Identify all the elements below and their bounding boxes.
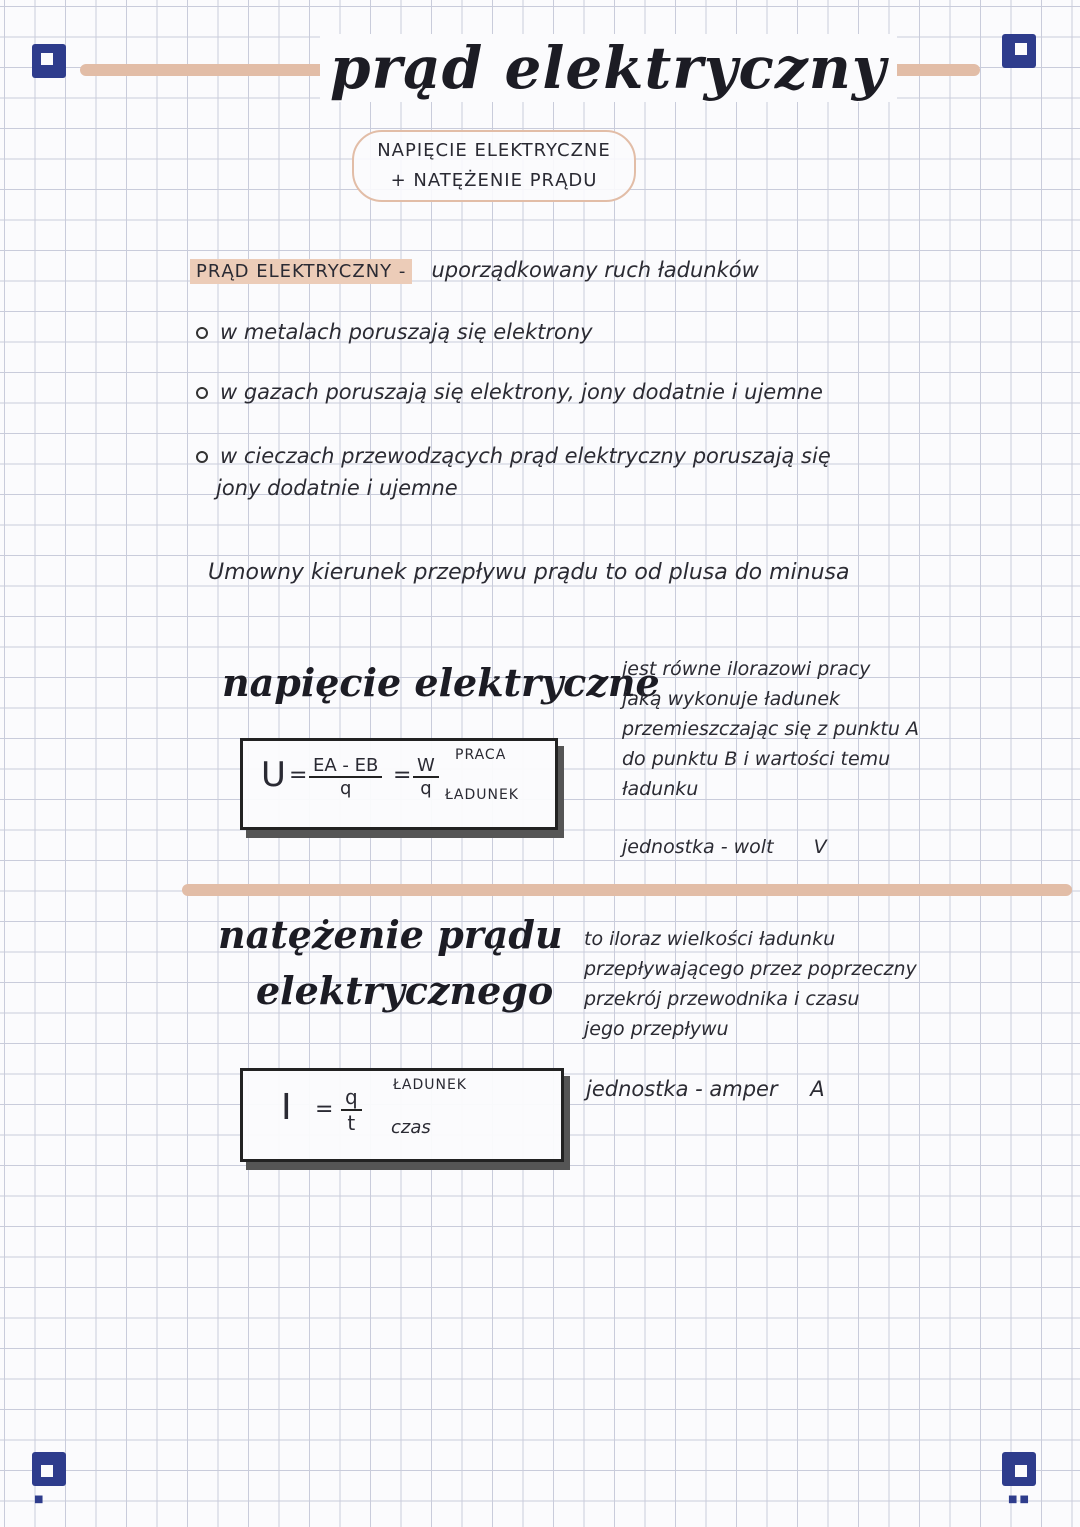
voltage-label-charge: ŁADUNEK [445, 787, 519, 803]
voltage-fraction-work-numerator: W [413, 755, 439, 778]
current-fraction [341, 1085, 362, 1135]
corner-dots-bottom-right: ■■ [1008, 1494, 1031, 1505]
corner-marker-top-right [1002, 34, 1036, 68]
voltage-fraction-work [413, 755, 439, 799]
corner-marker-bottom-left [32, 1452, 66, 1486]
current-description [584, 924, 917, 1044]
voltage-description-line: ładunku [622, 778, 699, 800]
voltage-fraction-energy-denominator: q [339, 778, 352, 799]
current-heading-line-1: natężenie prądu [218, 912, 563, 957]
definition-term: PRĄD ELEKTRYCZNY - [190, 259, 412, 284]
voltage-description-line: jest równe ilorazowi pracy [622, 658, 871, 680]
voltage-formula-lhs: U [261, 755, 286, 795]
current-description-line: przepływającego przez poprzeczny [584, 958, 917, 980]
voltage-fraction-energy [309, 755, 382, 799]
voltage-formula-eq2: = [393, 763, 412, 788]
corner-marker-top-left [32, 44, 66, 78]
current-unit-row [586, 1074, 825, 1104]
current-unit: jednostka - amper [586, 1077, 778, 1101]
current-fraction-numerator: q [341, 1085, 362, 1111]
current-description-line: przekrój przewodnika i czasu [584, 988, 860, 1010]
voltage-label-work: PRACA [455, 747, 507, 763]
corner-marker-bottom-right [1002, 1452, 1036, 1486]
current-fraction-denominator: t [347, 1111, 356, 1135]
current-unit-symbol: A [810, 1077, 825, 1101]
voltage-description-line: jaką wykonuje ładunek [622, 688, 841, 710]
current-description-line: jego przepływu [584, 1018, 729, 1040]
current-direction-note: Umowny kierunek przepływu prądu to od plusa do minusa [208, 560, 850, 585]
current-heading-line-2: elektrycznego [256, 968, 554, 1013]
bullet-metals: w metalach poruszają się elektrony [196, 320, 593, 344]
current-formula-eq: = [315, 1097, 334, 1122]
voltage-formula-box [240, 738, 558, 830]
bullet-gases: w gazach poruszają się elektrony, jony dodatnie i ujemne [196, 380, 823, 404]
subtitle-line-2: + NATĘŻENIE PRĄDU [390, 170, 598, 191]
voltage-description [622, 654, 919, 804]
voltage-formula-eq: = [289, 763, 308, 788]
corner-dots-bottom-left: ■ [34, 1494, 46, 1505]
voltage-unit-symbol: V [813, 836, 827, 858]
voltage-fraction-work-denominator: q [420, 778, 432, 799]
current-description-line: to iloraz wielkości ładunku [584, 928, 836, 950]
current-label-time: czas [391, 1117, 431, 1138]
subtitle-line-1: NAPIĘCIE ELEKTRYCZNE [377, 140, 611, 161]
voltage-description-line: do punktu B i wartości temu [622, 748, 891, 770]
bullet-liquids-continued: jony dodatnie i ujemne [216, 476, 458, 500]
bullet-liquids: w cieczach przewodzących prąd elektryczny poruszają się [196, 444, 831, 468]
voltage-fraction-energy-numerator: EA - EB [309, 755, 382, 778]
current-formula-box [240, 1068, 564, 1162]
section-divider-stroke [182, 884, 1072, 896]
page-title: prąd elektryczny [320, 34, 897, 102]
voltage-description-line: przemieszczając się z punktu A [622, 718, 919, 740]
definition-text: uporządkowany ruch ładunków [431, 258, 759, 282]
current-label-charge: ŁADUNEK [393, 1077, 467, 1093]
voltage-unit: jednostka - wolt [622, 836, 774, 858]
subtitle-box [352, 130, 636, 202]
voltage-unit-row [622, 832, 827, 862]
current-formula-lhs: I [281, 1087, 292, 1128]
definition-row [190, 258, 759, 282]
voltage-heading: napięcie elektryczne [222, 660, 660, 705]
